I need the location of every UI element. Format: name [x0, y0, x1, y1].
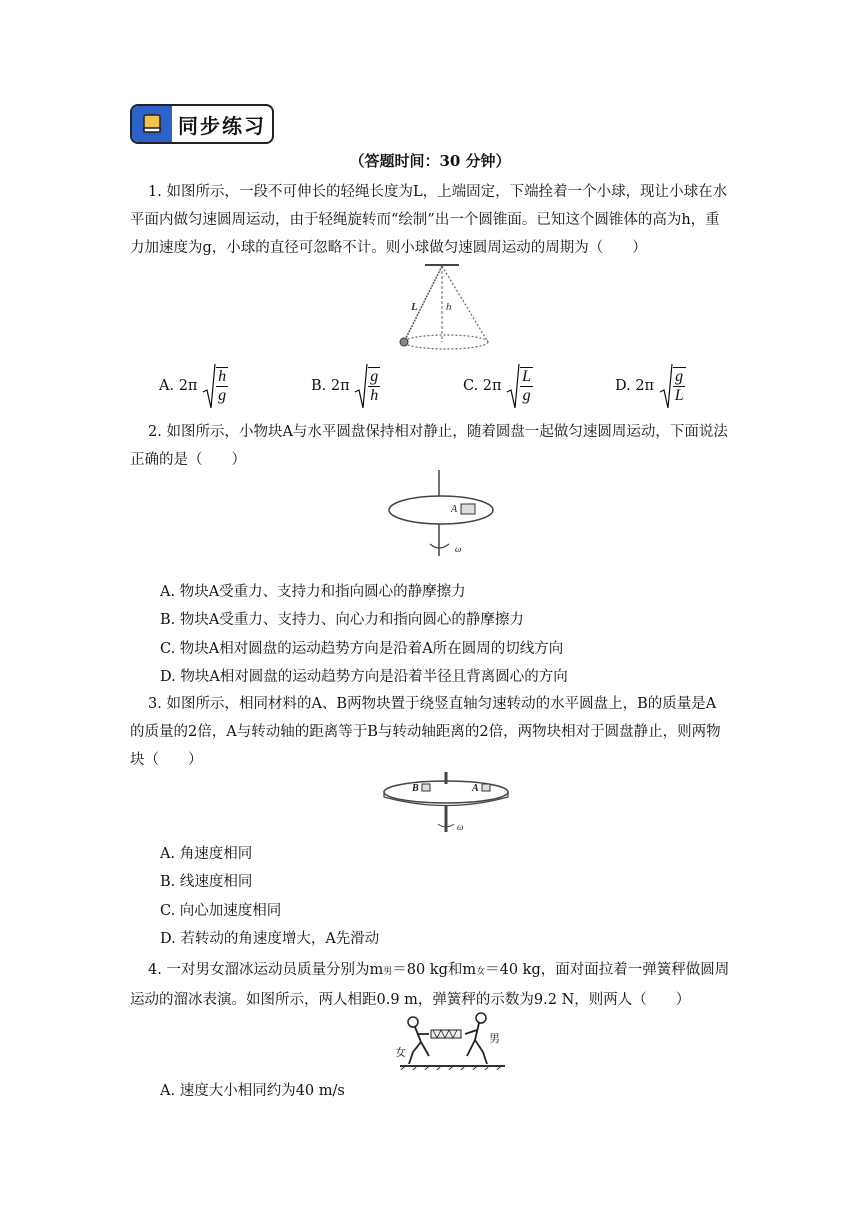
label-h: h [446, 301, 452, 313]
sqrt-symbol: $\frac{g}{L}$ [659, 362, 686, 410]
question-2-figure [385, 468, 495, 558]
label-omega: ω [457, 822, 464, 832]
q1-option-b[interactable]: B. 2π $\frac{g}{h}$ [311, 362, 380, 410]
question-4-text: 4. 一对男女溜冰运动员质量分别为m男＝80 kg和m女＝40 kg，面对面拉着一弹簧秤做圆周运动的溜冰表演。如图所示，两人相距0.9 m，弹簧秤的示数为9.2 N，则两人（ ） [130, 962, 730, 1008]
sqrt-symbol: $\frac{L}{g}$ [506, 362, 533, 410]
subscript-female: 女 [476, 967, 486, 977]
label-A: A [472, 783, 479, 794]
question-3-text: 3. 如图所示，相同材料的A、B两物块置于绕竖直轴匀速转动的水平圆盘上，B的质量是A的质量的2倍，A与转动轴的距离等于B与转动轴距离的2倍，两物块相对于圆盘静止，则两物块（ ） [130, 696, 721, 768]
q1-option-a[interactable]: A. 2π $\frac{h}{g}$ [159, 362, 228, 410]
q2-option-c[interactable]: C. 物块A相对圆盘的运动趋势方向是沿着A所在圆周的切线方向 [160, 641, 564, 657]
question-2-text: 2. 如图所示，小物块A与水平圆盘保持相对静止，随着圆盘一起做匀速圆周运动，下面说法正确的是（ ） [130, 424, 728, 468]
time-note: （答题时间：30 分钟） [349, 152, 511, 170]
label-L: L [411, 301, 418, 313]
q2-option-d[interactable]: D. 物块A相对圆盘的运动趋势方向是沿着半径且背离圆心的方向 [160, 669, 568, 685]
label-A: A [451, 504, 458, 515]
section-title: 同步练习 [178, 113, 266, 138]
sqrt-symbol: $\frac{h}{g}$ [202, 362, 228, 410]
q1-option-c[interactable]: C. 2π $\frac{L}{g}$ [463, 362, 533, 410]
q2-option-b[interactable]: B. 物块A受重力、支持力、向心力和指向圆心的静摩擦力 [160, 612, 524, 628]
label-B: B [412, 783, 419, 794]
label-female: 女 [395, 1046, 406, 1059]
q4-option-a[interactable]: A. 速度大小相同约为40 m/s [160, 1083, 345, 1099]
label-male: 男 [489, 1032, 500, 1045]
subscript-male: 男 [383, 967, 393, 977]
q3-option-d[interactable]: D. 若转动的角速度增大，A先滑动 [160, 931, 380, 947]
q3-option-a[interactable]: A. 角速度相同 [160, 846, 253, 862]
label-omega: ω [455, 544, 462, 554]
question-1-text: 1. 如图所示，一段不可伸长的轻绳长度为L，上端固定，下端拴着一个小球，现让小球在水平面内做匀速圆周运动，由于轻绳旋转而“绘制”出一个圆锥面。已知这个圆锥体的高为h，重力加速度为g，小球的直径可忽略不计。则小球做匀速圆周运动的周期为（ ） [130, 184, 728, 256]
book-icon [132, 106, 172, 142]
q2-option-a[interactable]: A. 物块A受重力、支持力和指向圆心的静摩擦力 [160, 584, 466, 600]
question-4-figure [395, 1012, 510, 1070]
q3-option-b[interactable]: B. 线速度相同 [160, 874, 253, 890]
question-3-figure [382, 770, 512, 834]
sqrt-symbol: $\frac{g}{h}$ [354, 362, 380, 410]
question-1-options [159, 362, 759, 412]
q3-option-c[interactable]: C. 向心加速度相同 [160, 903, 282, 919]
q1-option-d[interactable]: D. 2π $\frac{g}{L}$ [615, 362, 686, 410]
section-header [130, 104, 274, 144]
question-1-figure [395, 262, 495, 356]
